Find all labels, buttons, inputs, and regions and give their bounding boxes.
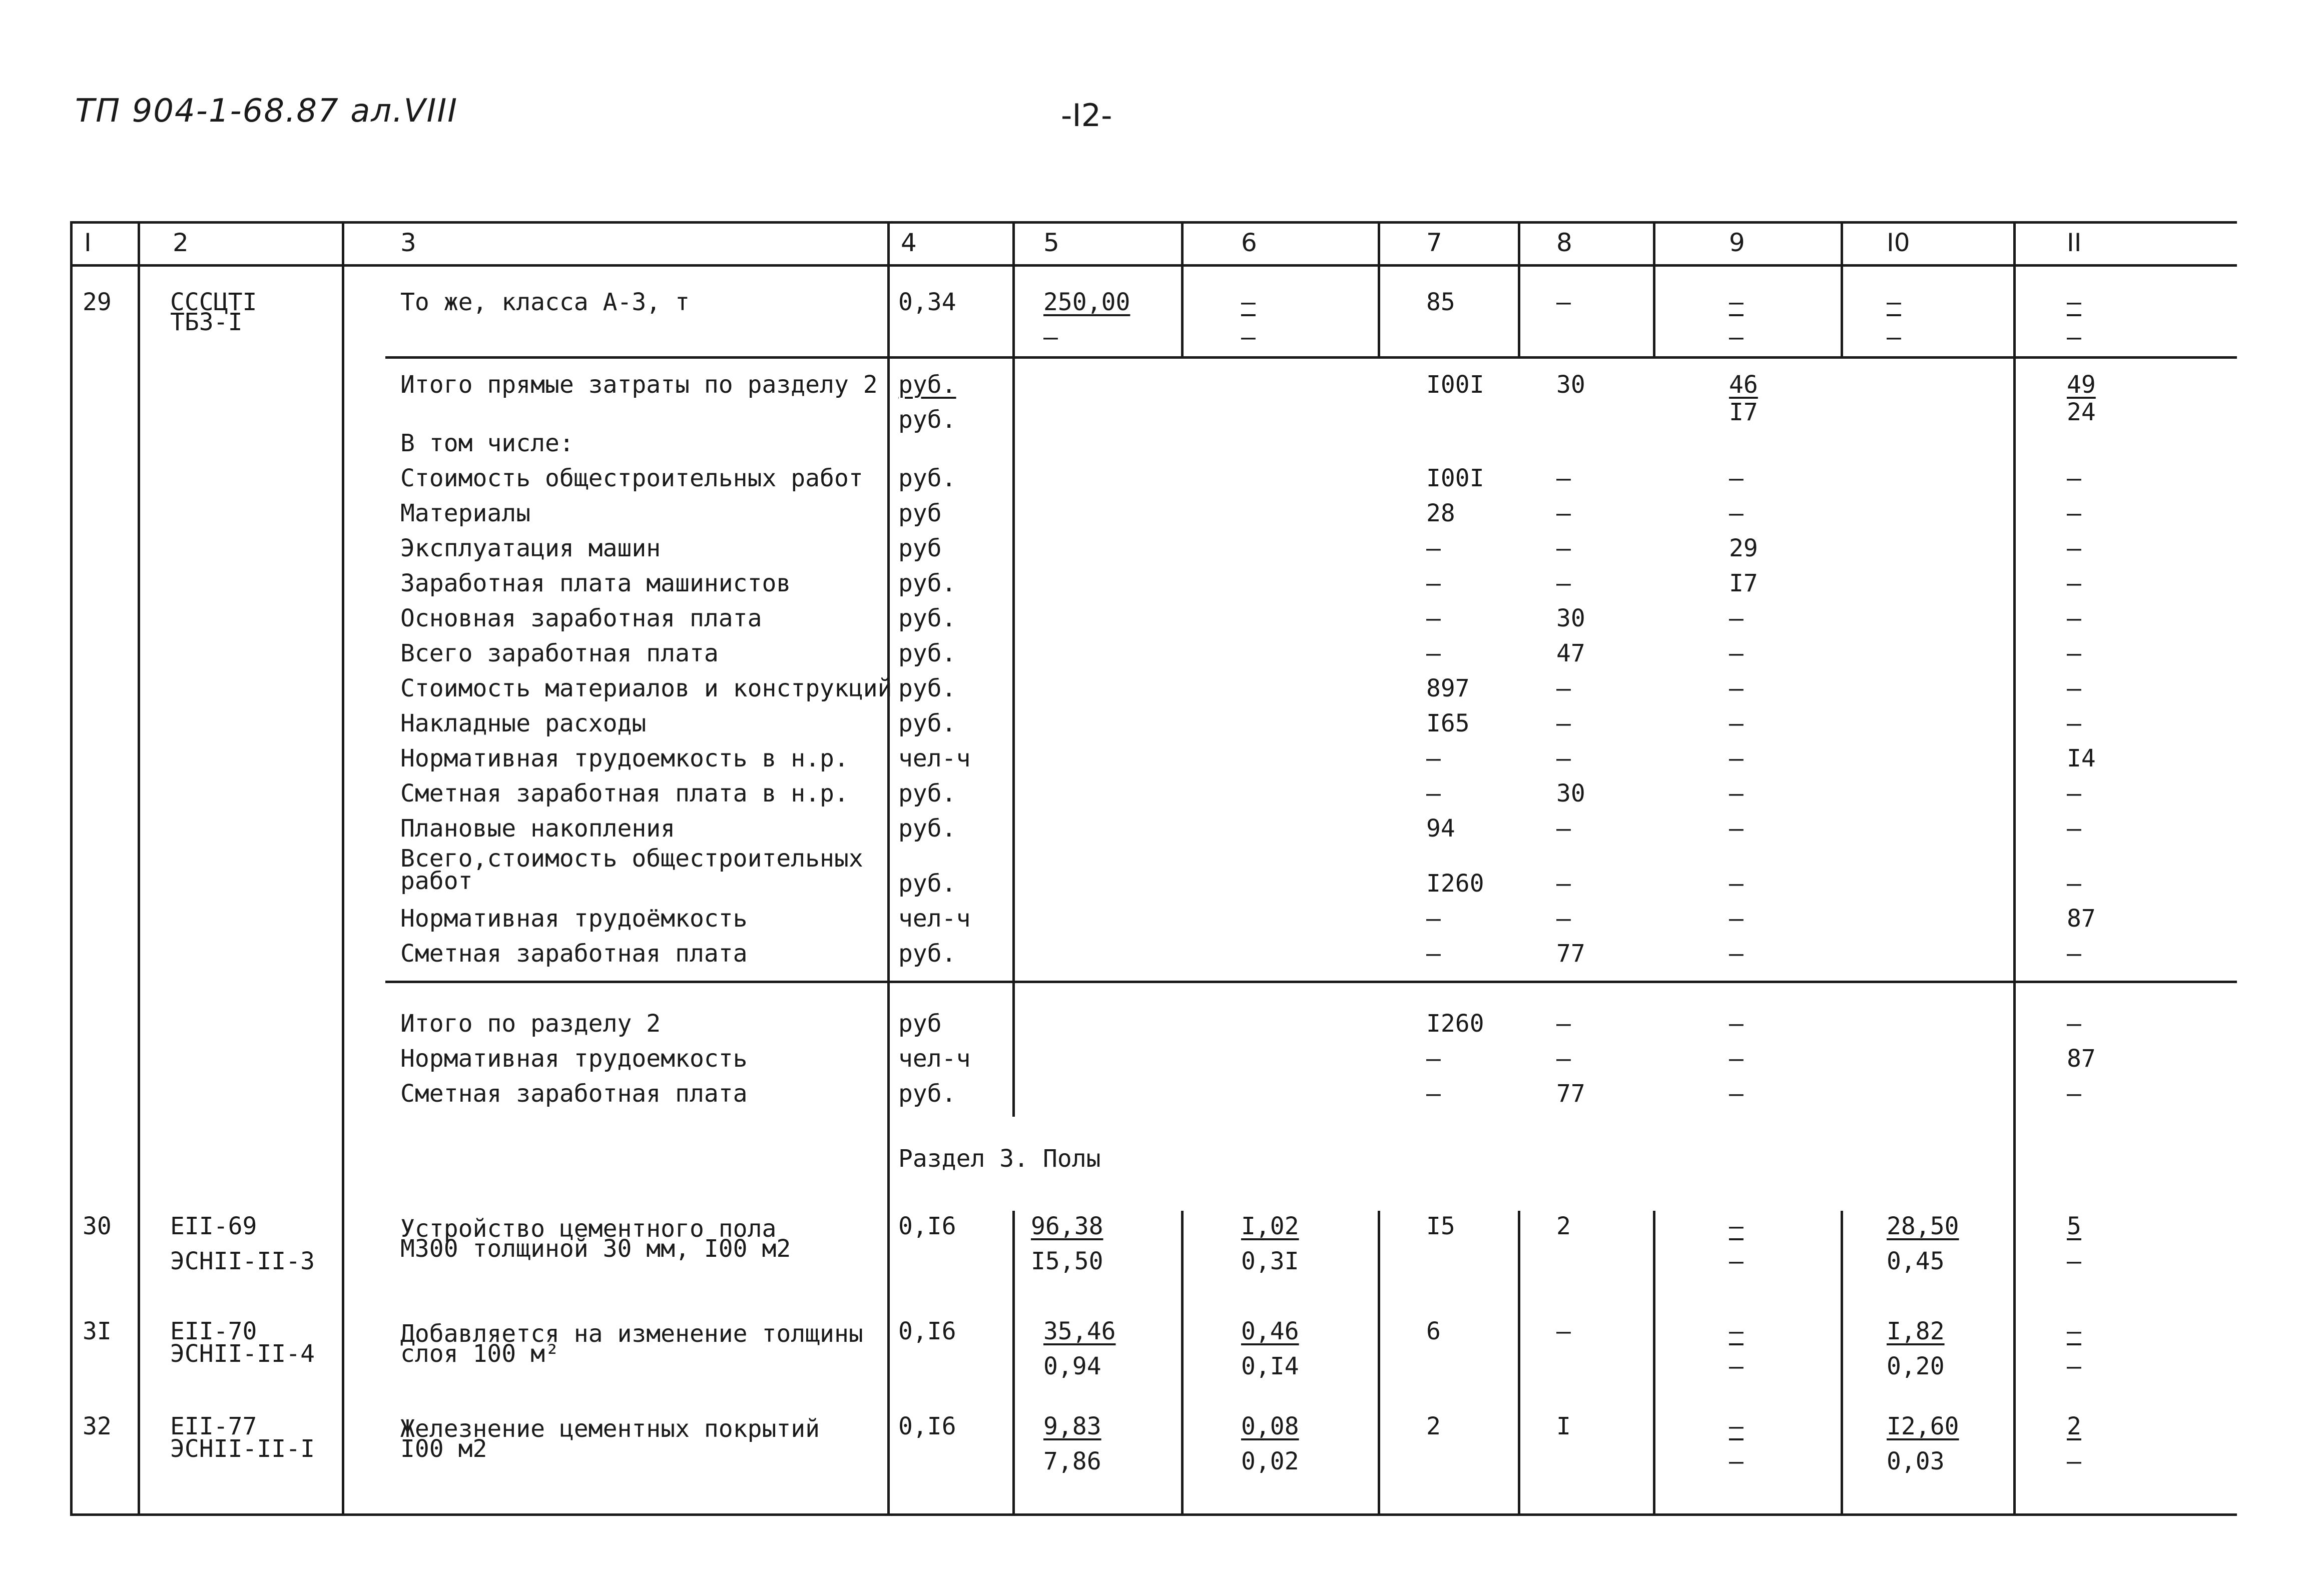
column-header: 3	[400, 228, 416, 257]
section-total-name: Сметная заработная плата	[400, 1080, 748, 1108]
labour-total: –	[2067, 288, 2081, 316]
breakdown-name: работ	[400, 867, 473, 895]
breakdown-c7: –	[1426, 639, 1441, 667]
section-total-c8: –	[1556, 1045, 1571, 1073]
breakdown-c8: –	[1556, 569, 1571, 597]
labour-total: 5	[2067, 1212, 2081, 1240]
breakdown-name: Всего,стоимость общестроительных	[400, 845, 863, 873]
breakdown-name: Эксплуатация машин	[400, 534, 661, 562]
breakdown-c9: –	[1729, 870, 1744, 898]
machine-cost-sub: 0,3I	[1241, 1247, 1299, 1275]
breakdown-c9: I7	[1729, 569, 1758, 597]
section-total-c7: –	[1426, 1080, 1441, 1108]
breakdown-unit: руб	[898, 534, 942, 562]
breakdown-c8: –	[1556, 499, 1571, 527]
work-name: Добавляется на изменение толщины	[400, 1320, 863, 1348]
breakdown-c11: 87	[2067, 905, 2096, 933]
unit-cost-sub: 7,86	[1043, 1447, 1101, 1475]
breakdown-c11: –	[2067, 569, 2081, 597]
unit-cost: 96,38	[1031, 1212, 1103, 1240]
breakdown-c7: –	[1426, 779, 1441, 808]
breakdown-c8: –	[1556, 709, 1571, 737]
labour-unit: I2,60	[1887, 1412, 1959, 1440]
breakdown-c8: –	[1556, 744, 1571, 772]
breakdown-c9: 29	[1729, 534, 1758, 562]
norm-code: ЕII-77	[170, 1412, 257, 1440]
breakdown-c8: –	[1556, 870, 1571, 898]
machine-total-sub: –	[1729, 1247, 1744, 1275]
breakdown-c8: –	[1556, 905, 1571, 933]
machine-cost: 0,46	[1241, 1317, 1299, 1345]
breakdown-unit: руб.	[898, 674, 956, 702]
breakdown-c11: –	[2067, 870, 2081, 898]
breakdown-c11: –	[2067, 815, 2081, 843]
section-total-c9: –	[1729, 1045, 1744, 1073]
machine-total: –	[1729, 288, 1744, 316]
unit-cost-sub: I5,50	[1031, 1247, 1103, 1275]
machine-cost-sub: 0,02	[1241, 1447, 1299, 1475]
labour-unit: –	[1887, 288, 1901, 316]
unit-label: руб.	[898, 406, 956, 434]
quantity: 0,I6	[898, 1412, 956, 1440]
column-header: 7	[1426, 228, 1442, 257]
total-cost: 85	[1426, 288, 1455, 316]
work-name: I00 м2	[400, 1435, 487, 1463]
machine-cost-sub: 0,I4	[1241, 1352, 1299, 1380]
column-header: I0	[1887, 228, 1910, 257]
norm-code: ЭСНII-II-4	[170, 1340, 315, 1368]
section-total-unit: руб.	[898, 1080, 956, 1108]
labour-total: –	[2067, 1317, 2081, 1345]
wage: I	[1556, 1412, 1571, 1440]
machine-total: –	[1729, 1212, 1744, 1240]
breakdown-c7: –	[1426, 905, 1441, 933]
machine-total-sub: –	[1729, 1447, 1744, 1475]
breakdown-name: Стоимость общестроительных работ	[400, 464, 863, 492]
breakdown-name: Нормативная трудоемкость в н.р.	[400, 744, 849, 772]
section-total-c11: –	[2067, 1010, 2081, 1038]
breakdown-c7: –	[1426, 604, 1441, 632]
breakdown-c7: –	[1426, 744, 1441, 772]
column-header: II	[2067, 228, 2082, 257]
breakdown-c7: 28	[1426, 499, 1455, 527]
machine-total: –	[1729, 1412, 1744, 1440]
breakdown-c7: –	[1426, 569, 1441, 597]
row-number: 32	[83, 1412, 112, 1440]
breakdown-c9: –	[1729, 779, 1744, 808]
unit-cost: 9,83	[1043, 1412, 1101, 1440]
section-total-c8: 77	[1556, 1080, 1585, 1108]
breakdown-name: Всего заработная плата	[400, 639, 719, 667]
breakdown-c11: –	[2067, 674, 2081, 702]
breakdown-c9: –	[1729, 905, 1744, 933]
total-cost: I00I	[1426, 371, 1484, 399]
breakdown-c9: –	[1729, 940, 1744, 968]
section-total-c7: I260	[1426, 1010, 1484, 1038]
labour-unit-sub: –	[1887, 323, 1901, 351]
labour-total-sub: –	[2067, 1247, 2081, 1275]
breakdown-unit: руб	[898, 499, 942, 527]
breakdown-c9: –	[1729, 499, 1744, 527]
breakdown-unit: руб.	[898, 870, 956, 898]
breakdown-unit: руб.	[898, 569, 956, 597]
breakdown-c8: 30	[1556, 779, 1585, 808]
work-name: М300 толщиной 30 мм, I00 м2	[400, 1235, 791, 1263]
breakdown-c8: 47	[1556, 639, 1585, 667]
breakdown-unit: чел-ч	[898, 905, 971, 933]
row-number: 29	[83, 288, 112, 316]
work-name: Устройство цементного пола	[400, 1215, 777, 1243]
breakdown-c7: I00I	[1426, 464, 1484, 492]
breakdown-c9: –	[1729, 604, 1744, 632]
work-name: слоя 100 м²	[400, 1340, 559, 1368]
breakdown-c8: –	[1556, 534, 1571, 562]
machine-total: 46	[1729, 371, 1758, 399]
column-header: I	[84, 228, 92, 257]
including-label: В том числе:	[400, 429, 574, 457]
column-header: 9	[1729, 228, 1745, 257]
section-total-c11: –	[2067, 1080, 2081, 1108]
breakdown-c7: 94	[1426, 815, 1455, 843]
unit-cost-sub: 0,94	[1043, 1352, 1101, 1380]
quantity: 0,I6	[898, 1212, 956, 1240]
machine-total-sub: I7	[1729, 398, 1758, 426]
breakdown-name: Материалы	[400, 499, 531, 527]
breakdown-c9: –	[1729, 815, 1744, 843]
breakdown-name: Плановые накопления	[400, 815, 676, 843]
column-header: 8	[1556, 228, 1572, 257]
breakdown-name: Сметная заработная плата	[400, 940, 748, 968]
breakdown-c9: –	[1729, 464, 1744, 492]
machine-cost: 0,08	[1241, 1412, 1299, 1440]
breakdown-unit: руб.	[898, 604, 956, 632]
breakdown-unit: руб.	[898, 815, 956, 843]
breakdown-c7: –	[1426, 940, 1441, 968]
breakdown-c11: –	[2067, 779, 2081, 808]
section-heading: Раздел 3. Полы	[898, 1145, 1101, 1173]
breakdown-name: Нормативная трудоёмкость	[400, 905, 748, 933]
total-cost: 6	[1426, 1317, 1441, 1345]
section-total-c11: 87	[2067, 1045, 2096, 1073]
machine-total: –	[1729, 1317, 1744, 1345]
document-code: ТП 904-1-68.87 ал.VIII	[75, 93, 458, 130]
breakdown-c7: I260	[1426, 870, 1484, 898]
breakdown-c8: 77	[1556, 940, 1585, 968]
breakdown-name: Сметная заработная плата в н.р.	[400, 779, 849, 808]
norm-code: СССЦТI	[170, 288, 257, 316]
breakdown-c8: –	[1556, 674, 1571, 702]
unit-cost: 35,46	[1043, 1317, 1116, 1345]
machine-total-sub: –	[1729, 323, 1744, 351]
quantity: 0,34	[898, 288, 956, 316]
breakdown-name: Стоимость материалов и конструкций	[400, 674, 892, 702]
column-header: 2	[173, 228, 189, 257]
norm-code: ЕII-70	[170, 1317, 257, 1345]
work-name: Железнение цементных покрытий	[400, 1415, 820, 1443]
labour-unit: 28,50	[1887, 1212, 1959, 1240]
breakdown-c11: –	[2067, 534, 2081, 562]
machine-cost: I,02	[1241, 1212, 1299, 1240]
breakdown-unit: руб.	[898, 639, 956, 667]
breakdown-unit: руб.	[898, 464, 956, 492]
total-cost: 2	[1426, 1412, 1441, 1440]
machine-total-sub: –	[1729, 1352, 1744, 1380]
wage: 30	[1556, 371, 1585, 399]
unit-cost-sub: –	[1043, 323, 1058, 351]
labour-total: 49	[2067, 371, 2096, 399]
breakdown-unit: руб.	[898, 709, 956, 737]
breakdown-unit: руб.	[898, 940, 956, 968]
work-name: То же, класса А-3, т	[400, 288, 690, 316]
machine-cost-sub: –	[1241, 323, 1256, 351]
breakdown-c7: 897	[1426, 674, 1470, 702]
breakdown-c11: –	[2067, 499, 2081, 527]
breakdown-c9: –	[1729, 709, 1744, 737]
breakdown-c9: –	[1729, 744, 1744, 772]
breakdown-c11: –	[2067, 940, 2081, 968]
labour-total-sub: –	[2067, 323, 2081, 351]
breakdown-c7: I65	[1426, 709, 1470, 737]
labour-unit-sub: 0,03	[1887, 1447, 1945, 1475]
page-number: -I2-	[1061, 97, 1112, 134]
labour-unit-sub: 0,45	[1887, 1247, 1945, 1275]
breakdown-name: Накладные расходы	[400, 709, 647, 737]
breakdown-c11: –	[2067, 464, 2081, 492]
breakdown-c11: I4	[2067, 744, 2096, 772]
labour-unit: I,82	[1887, 1317, 1945, 1345]
wage: 2	[1556, 1212, 1571, 1240]
section-total-name: Итого по разделу 2	[400, 1010, 661, 1038]
unit-cost: 250,00	[1043, 288, 1130, 316]
direct-costs-title: Итого прямые затраты по разделу 2	[400, 371, 878, 399]
breakdown-c11: –	[2067, 604, 2081, 632]
breakdown-c11: –	[2067, 639, 2081, 667]
breakdown-name: Основная заработная плата	[400, 604, 762, 632]
unit-label: руб.	[898, 371, 956, 399]
section-total-unit: руб	[898, 1010, 942, 1038]
row-number: 30	[83, 1212, 112, 1240]
section-total-unit: чел-ч	[898, 1045, 971, 1073]
labour-total-sub: –	[2067, 1447, 2081, 1475]
norm-code: ТБЗ-I	[170, 308, 243, 336]
column-header: 5	[1043, 228, 1059, 257]
machine-cost: –	[1241, 288, 1256, 316]
norm-code: ЕII-69	[170, 1212, 257, 1240]
breakdown-c8: 30	[1556, 604, 1585, 632]
breakdown-c9: –	[1729, 639, 1744, 667]
breakdown-name: Заработная плата машинистов	[400, 569, 791, 597]
norm-code: ЭСНII-II-3	[170, 1247, 315, 1275]
breakdown-c8: –	[1556, 464, 1571, 492]
labour-total-sub: –	[2067, 1352, 2081, 1380]
section-total-c9: –	[1729, 1010, 1744, 1038]
norm-code: ЭСНII-II-I	[170, 1435, 315, 1463]
total-cost: I5	[1426, 1212, 1455, 1240]
column-header: 6	[1241, 228, 1257, 257]
section-total-name: Нормативная трудоемкость	[400, 1045, 748, 1073]
row-number: 3I	[83, 1317, 112, 1345]
breakdown-c7: –	[1426, 534, 1441, 562]
quantity: 0,I6	[898, 1317, 956, 1345]
wage: –	[1556, 1317, 1571, 1345]
column-header: 4	[901, 228, 917, 257]
labour-total-sub: 24	[2067, 398, 2096, 426]
breakdown-unit: руб.	[898, 779, 956, 808]
wage: –	[1556, 288, 1571, 316]
section-total-c9: –	[1729, 1080, 1744, 1108]
breakdown-unit: чел-ч	[898, 744, 971, 772]
labour-total: 2	[2067, 1412, 2081, 1440]
breakdown-c11: –	[2067, 709, 2081, 737]
labour-unit-sub: 0,20	[1887, 1352, 1945, 1380]
breakdown-c9: –	[1729, 674, 1744, 702]
breakdown-c8: –	[1556, 815, 1571, 843]
section-total-c8: –	[1556, 1010, 1571, 1038]
section-total-c7: –	[1426, 1045, 1441, 1073]
